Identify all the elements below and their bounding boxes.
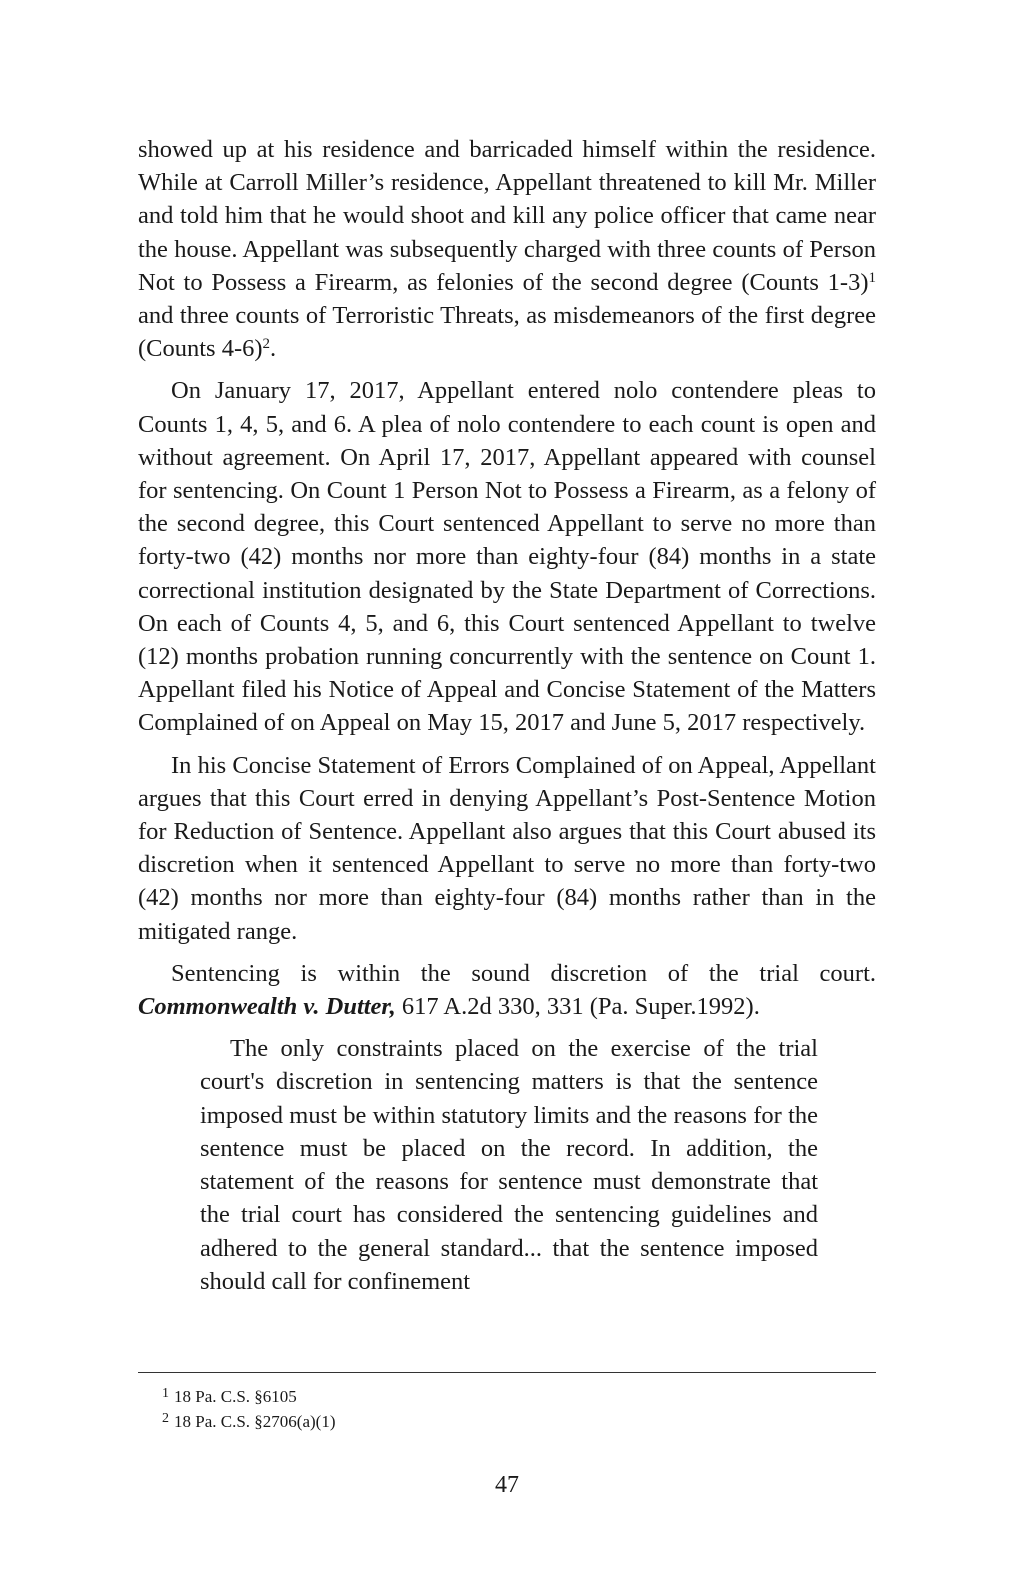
footnote-1-number: 1: [162, 1386, 169, 1401]
footnote-divider: [138, 1372, 876, 1373]
paragraph-1-text-b: and three counts of Terroristic Threats, as misdemeanors of the first degree (Counts 4-6): [138, 302, 876, 363]
case-citation: 617 A.2d 330, 331 (Pa. Super.1992).: [395, 993, 760, 1021]
block-quote: The only constraints placed on the exercise of the trial court's discretion in sentencing matters is that the sentence imposed must be within statutory limits and the reasons for the sentence must be placed on the record. In addition, the statement of the reasons for sentence must demonstrate that the trial court has considered the sentencing guidelines and adhered to the general standard... that the sentence imposed should call for confinement: [200, 1035, 818, 1295]
page-number: 47: [495, 1472, 519, 1498]
paragraph-3: In his Concise Statement of Errors Complained of on Appeal, Appellant argues that this Court erred in denying Appellant’s Post-Sentence Motion for Reduction of Sentence. Appellant also argues that this Court abused its discretion when it sentenced Appellant to serve no more than forty-two (42) months nor more than eighty-four (84) months rather than in the mitigated range.: [138, 751, 876, 945]
paragraph-1-text-c: .: [270, 335, 277, 363]
case-name: Commonwealth v. Dutter,: [138, 993, 396, 1021]
paragraph-2: On January 17, 2017, Appellant entered nolo contendere pleas to Counts 1, 4, 5, and 6. A plea of nolo contendere to each count is open and without agreement. On April 17, 2017, Appellant appeared with counsel for sentencing. On Count 1 Person Not to Possess a Firearm, as a felony of the second degree, this Court sentenced Appellant to serve no more than forty-two (42) months nor more than eighty-four (84) months in a state correctional institution designated by the State Department of Corrections. On each of Counts 4, 5, and 6, this Court sentenced Appellant to twelve (12) months probation running concurrently with the sentence on Count 1. Appellant filed his Notice of Appeal and Concise Statement of the Matters Complained of on Appeal on May 15, 2017 and June 5, 2017 respectively.: [138, 377, 876, 737]
paragraph-4: [138, 957, 876, 1023]
footnote-1: [162, 1383, 335, 1408]
paragraph-1: [138, 133, 876, 365]
footnote-ref-1[interactable]: 1: [868, 269, 876, 286]
footnote-ref-2[interactable]: 2: [262, 336, 271, 353]
page-body: [138, 133, 876, 1298]
paragraph-4-text: Sentencing is within the sound discretion of the trial court.: [171, 959, 876, 987]
paragraph-1-text-a: showed up at his residence and barricaded himself within the residence. While at Carroll Miller’s residence, Appellant threatened to kill Mr. Miller and told him that he would shoot and kill any police officer that came near the house. Appellant was subsequently charged with three counts of Person Not to Possess a Firearm, as felonies of the second degree (Counts 1-3): [138, 136, 876, 296]
footnotes: [162, 1383, 335, 1433]
footnote-2: [162, 1408, 335, 1433]
footnote-1-text: 18 Pa. C.S. §6105: [174, 1387, 297, 1406]
footnote-2-text: 18 Pa. C.S. §2706(a)(1): [174, 1412, 336, 1431]
footnote-2-number: 2: [162, 1411, 169, 1426]
